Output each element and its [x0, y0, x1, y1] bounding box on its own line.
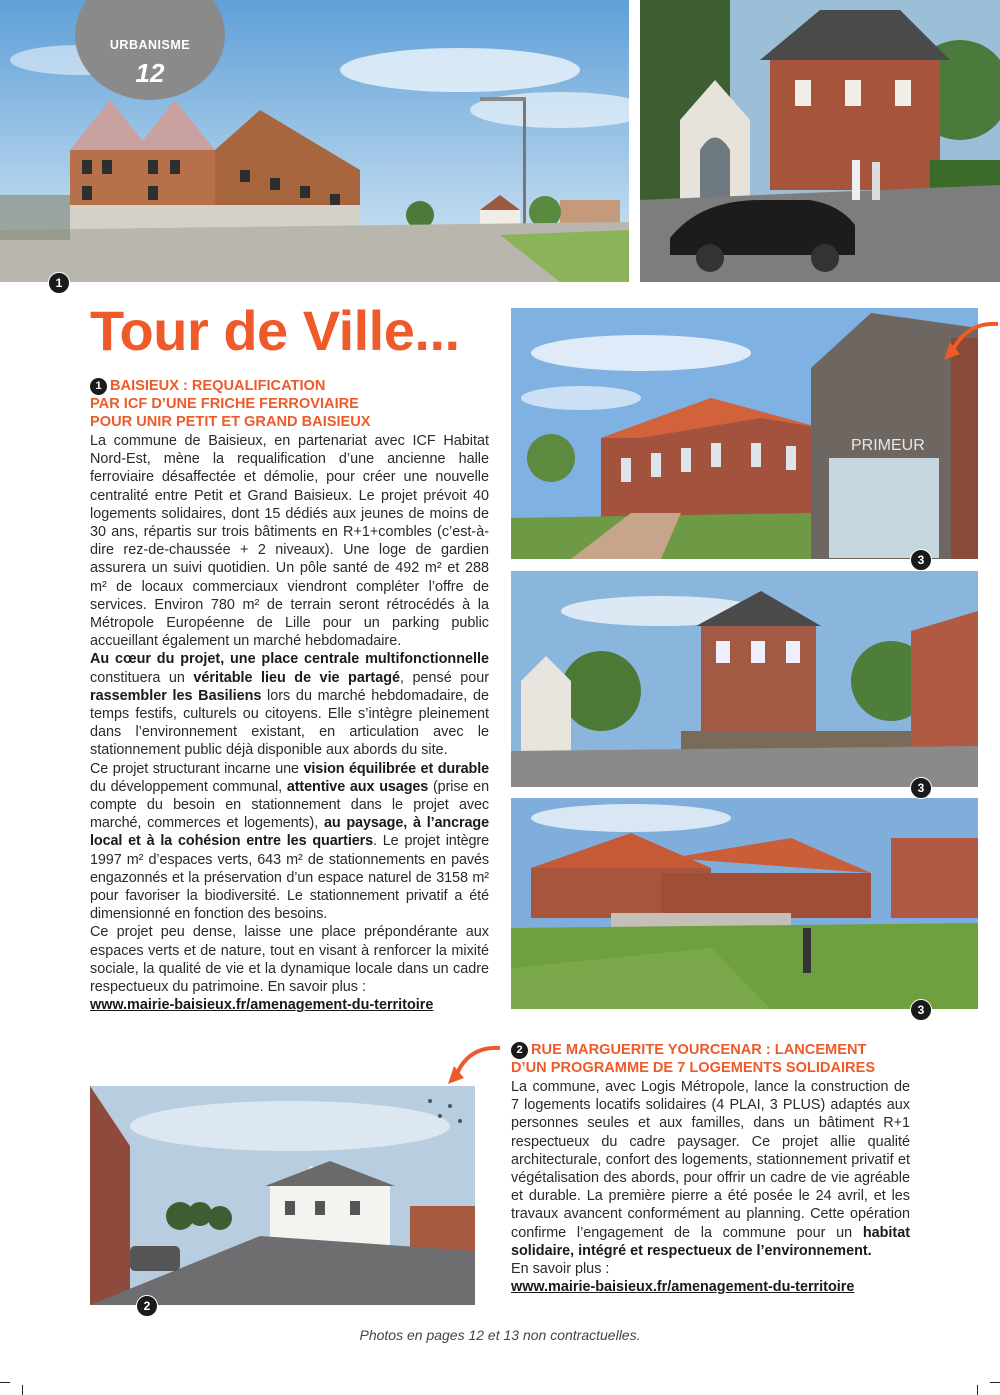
photo-caption: Photos en pages 12 et 13 non contractuelles. [359, 1327, 641, 1343]
article1-paragraph-3 [90, 760, 489, 924]
photo-primeur-building [511, 308, 978, 559]
article2-heading [511, 1041, 910, 1077]
p3-text-2: du développement communal, [90, 778, 287, 795]
article1-paragraph-1: La commune de Baisieux, en partenariat avec ICF Habitat Nord-Est, mène la requalification d’une ancienne halle ferroviaire désaffectée et démolie, pour créer une nouvelle centralité entre Petit et Grand Baisieux. Le projet prévoit 40 logements solidaires, dont 15 dédiés aux jeunes de moins de 30 ans, répartis sur trois bâtiments en R+1+combles (c’est-à-dire rez-de-chaussée + 2 niveaux). Une loge de gardien assurera un suivi quotidien. Un pôle santé de 492 m² et 288 m² de locaux commerciaux viendront compléter l’offre de services. Environ 780 m² de terrain seront rétrocédés à la Métropole Européenne de Lille pour un parking public accueillant également un marché hebdomadaire. [90, 433, 489, 650]
article1-heading-line1: BAISIEUX : REQUALIFICATION [110, 378, 326, 394]
p3-bold-2: attentive aux usages [286, 778, 429, 795]
article1-paragraph-4: Ce projet peu dense, laisse une place prépondérante aux espaces verts et de nature, tout en visant à renforcer la mixité sociale, la qualité de vie et la dynamique locale dans un cadre respectueux du patrimoine. En savoir plus : [90, 924, 489, 996]
crop-mark [977, 1385, 978, 1395]
photo-marker-3c: 3 [910, 999, 932, 1021]
heading-marker-1: 1 [90, 378, 107, 395]
page-title: Tour de Ville... [90, 299, 460, 362]
p2-text-1: constituera un [90, 669, 194, 686]
photo-square-plaza [511, 798, 978, 1009]
primeur-sign: PRIMEUR [851, 437, 925, 454]
article2-heading-line1: RUE MARGUERITE YOURCENAR : LANCEMENT [531, 1042, 867, 1058]
p3-text-3: (prise en compte du besoin en stationnement dans le projet avec marché, commerces et logements), [90, 778, 489, 832]
pointer-arrow-icon-2 [446, 1042, 502, 1088]
photo-marker-3b: 3 [910, 777, 932, 799]
page-number: 12 [135, 58, 165, 88]
crop-mark [22, 1385, 23, 1395]
article1-heading [90, 377, 489, 431]
crop-mark [0, 1382, 10, 1383]
photo-marker-1: 1 [48, 272, 70, 294]
p2-text-3: lors du marché hebdomadaire, de temps festifs, culturels ou citoyens. Elle s’intègre pleinement dans l’environnement existant, en articulation avec le stationnement public déjà disponible aux abords du site. [90, 687, 489, 759]
crop-mark [990, 1382, 1000, 1383]
p3-text-1: Ce projet structurant incarne une [90, 760, 304, 777]
section-category: URBANISME [109, 38, 191, 52]
pointer-arrow-icon [942, 318, 1000, 364]
p2-text-2: , pensé pour [400, 669, 489, 686]
p3-text-4: . Le projet intègre 1997 m² d’espaces verts, 643 m² de stationnements en pavés engazonnés et la préservation d’un espace naturel de 3158 m² pour favoriser la biodiversité. Le stationnement privatif a été dimensionné en fonction des besoins. [90, 833, 489, 923]
article1-heading-line2: PAR ICF D’UNE FRICHE FERROVIAIRE [90, 396, 359, 412]
article1-link[interactable]: www.mairie-baisieux.fr/amenagement-du-territoire [90, 997, 434, 1014]
article2-paragraph-2: En savoir plus : [511, 1261, 610, 1278]
a2-bold-1: habitat solidaire, intégré et respectueux de l’environnement. [511, 1224, 910, 1259]
photo-marker-3a: 3 [910, 549, 932, 571]
p2-bold-2: véritable lieu de vie partagé [193, 669, 401, 686]
p3-bold-3: au paysage, à l’ancrage local et à la cohésion entre les quartiers [90, 815, 489, 850]
p2-bold-3: rassembler les Basiliens [90, 687, 262, 704]
section-badge [75, 0, 225, 100]
article2-link[interactable]: www.mairie-baisieux.fr/amenagement-du-territoire [511, 1279, 855, 1296]
article-baisieux [90, 377, 489, 1014]
p2-bold-1: Au cœur du projet, une place centrale multifonctionnelle [90, 651, 489, 668]
article2-paragraph-1 [511, 1078, 910, 1260]
article-yourcenar [511, 1041, 910, 1296]
article1-heading-line3: POUR UNIR PETIT ET GRAND BAISIEUX [90, 414, 371, 430]
p3-bold-1: vision équilibrée et durable [303, 760, 489, 777]
photo-yourcenar-street [90, 1086, 475, 1305]
a2-text-1: La commune, avec Logis Métropole, lance la construction de 7 logements locatifs solidaires (4 PLAI, 3 PLUS) adaptés aux personnes seules et aux familles, dans un bâtiment R+1 respectueux du cadre paysager. Ce projet allie qualité architecturale, confort des logements, stationnement privatif et végétalisation des abords, pour offrir un cadre de vie agréable et durable. La première pierre a été posée le 24 avril, et les travaux avancent conformément au planning. Cette opération confirme l’engagement de la commune pour un [511, 1079, 910, 1241]
photo-marker-2: 2 [136, 1295, 158, 1317]
article2-heading-line2: D’UN PROGRAMME DE 7 LOGEMENTS SOLIDAIRES [511, 1060, 876, 1076]
photo-brick-house [640, 0, 1000, 282]
article1-paragraph-2 [90, 650, 489, 759]
photo-chapel-house [511, 571, 978, 787]
heading-marker-2: 2 [511, 1042, 528, 1059]
